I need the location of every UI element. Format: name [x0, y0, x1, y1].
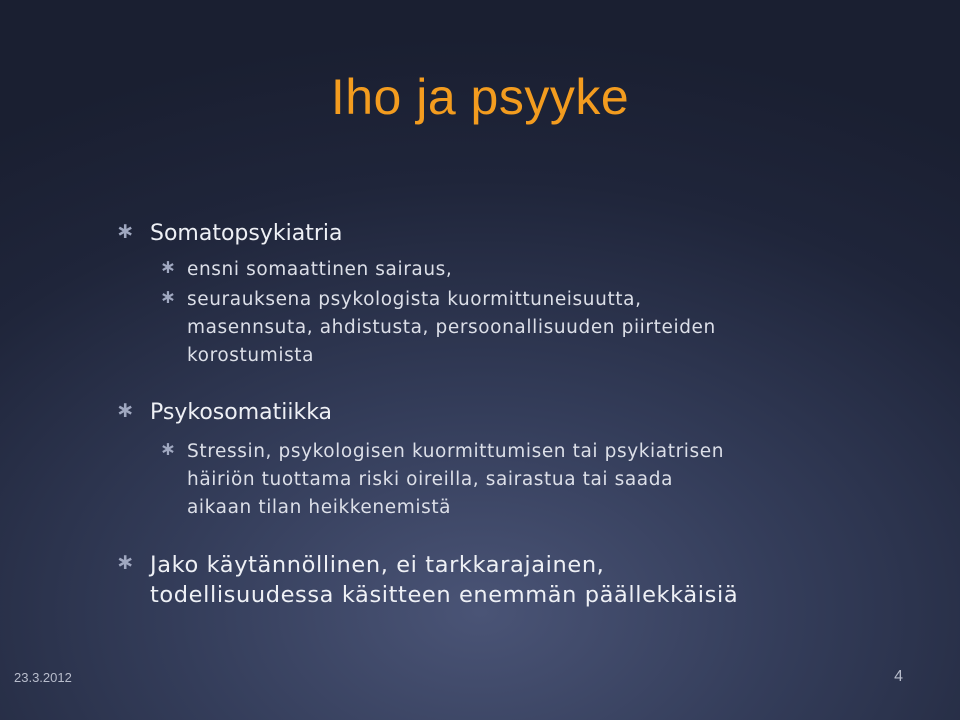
- sub-bullet-text: ensni somaattinen sairaus,: [187, 259, 453, 280]
- asterisk-bullet-icon: ∗: [116, 398, 135, 423]
- bullet-text: Jako käytännöllinen, ei tarkkarajainen, todellisuudessa käsitteen enemmän päällekkäisiä: [150, 552, 739, 608]
- page-number: 4: [894, 668, 903, 685]
- footer-date: 23.3.2012: [14, 670, 72, 685]
- slide-title: Iho ja psyyke: [330, 69, 630, 125]
- sub-bullet-item: [160, 256, 867, 284]
- bullet-item-psykosomatiikka: [116, 398, 870, 428]
- sub-bullet-item: [160, 438, 887, 522]
- asterisk-bullet-icon: ∗: [116, 219, 135, 244]
- bullet-text: Psykosomatiikka: [150, 400, 333, 425]
- sub-bullet-text: seurauksena psykologista kuormittuneisuutta, masennsuta, ahdistusta, persoonallisuuden piirteiden korostumista: [187, 289, 716, 366]
- bullet-text: Somatopsykiatria: [150, 221, 343, 246]
- bullet-item-somatopsykiatria: [116, 219, 870, 249]
- bullet-item-jako: [116, 550, 910, 610]
- sub-bullet-item: [160, 286, 867, 370]
- asterisk-bullet-icon: ∗: [116, 550, 135, 575]
- asterisk-bullet-icon: ∗: [160, 438, 176, 460]
- asterisk-bullet-icon: ∗: [160, 286, 176, 308]
- sub-bullet-text: Stressin, psykologisen kuormittumisen tai psykiatrisen häiriön tuottama riski oireilla, sairastua tai saada aikaan tilan heikkenemistä: [187, 441, 725, 518]
- asterisk-bullet-icon: ∗: [160, 256, 176, 278]
